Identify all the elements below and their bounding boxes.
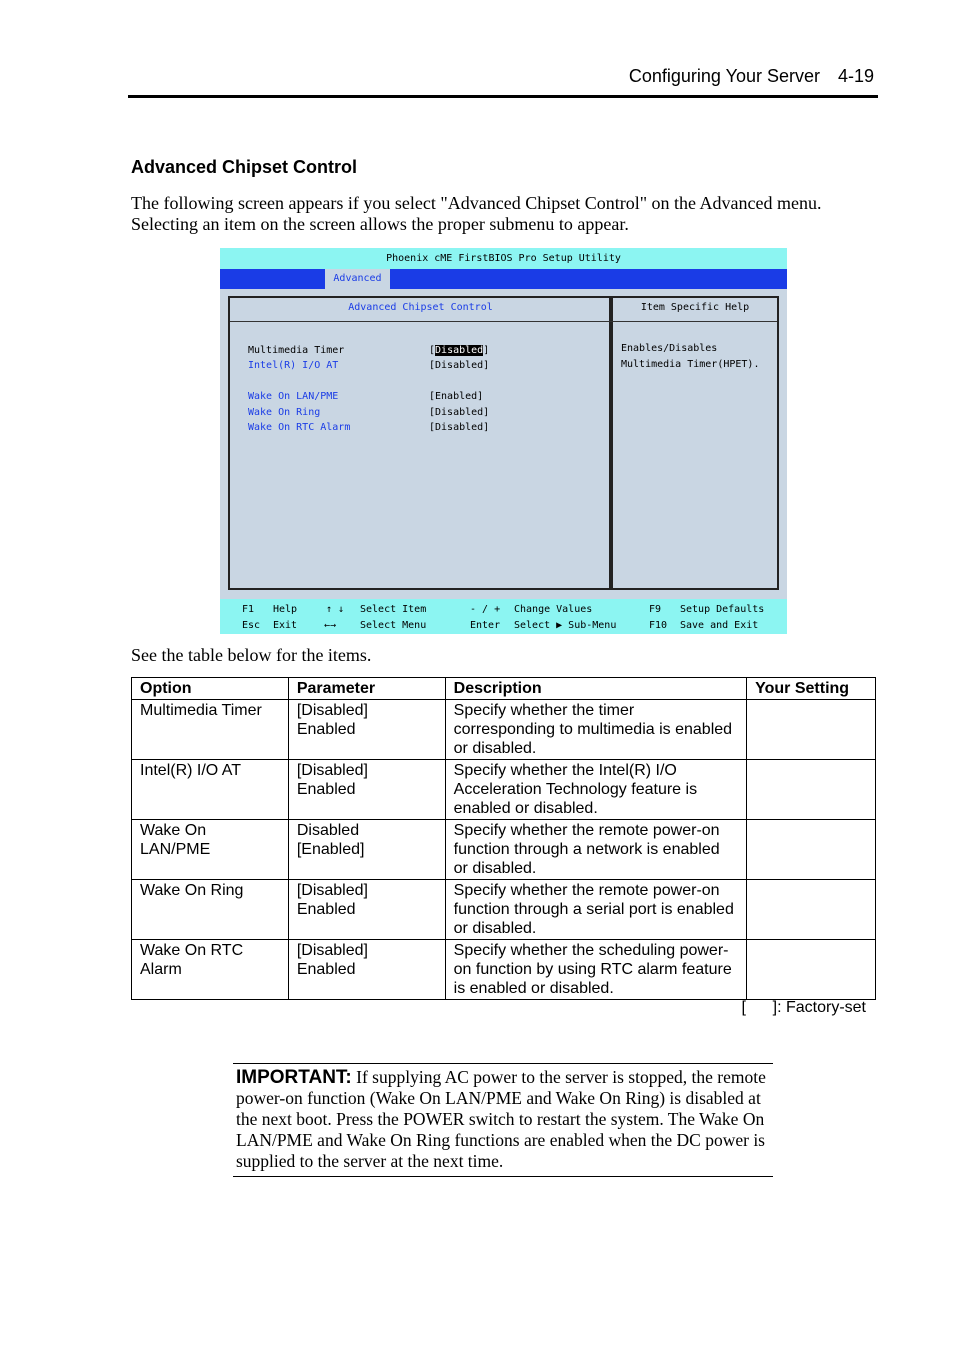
key-f9: F9 bbox=[649, 604, 662, 615]
intro-paragraph: The following screen appears if you select "Advanced Chipset Control" on the Advanced menu. Selecting an item on the screen allows the proper submenu to appear. bbox=[131, 193, 822, 234]
bios-menu-bar bbox=[220, 269, 787, 289]
key-esc: Esc bbox=[242, 620, 261, 631]
parameter-value: Enabled bbox=[296, 781, 356, 798]
your-setting-cell bbox=[747, 940, 876, 1000]
parameter-value: [Disabled] bbox=[296, 942, 368, 959]
running-header-title: Configuring Your Server bbox=[628, 66, 820, 86]
key-plusminus: - / + bbox=[470, 604, 501, 615]
option-cell: Intel(R) I/O AT bbox=[132, 760, 289, 820]
see-table-note: See the table below for the items. bbox=[131, 645, 372, 665]
description-cell: Specify whether the scheduling power-on function by using RTC alarm feature is enabled or disabled. bbox=[445, 940, 746, 1000]
bios-help-heading: Item Specific Help bbox=[640, 302, 750, 313]
column-header-option: Option bbox=[132, 678, 289, 700]
parameter-value: Enabled bbox=[296, 901, 356, 918]
bios-value-intel-io-at[interactable]: [Disabled] bbox=[429, 360, 490, 371]
key-f1: F1 bbox=[242, 604, 255, 615]
table-row bbox=[132, 880, 876, 940]
bios-help-text: Enables/Disables Multimedia Timer(HPET). bbox=[621, 343, 760, 370]
table-row bbox=[132, 820, 876, 880]
important-bottom-rule bbox=[233, 1176, 773, 1177]
parameter-cell bbox=[288, 760, 445, 820]
column-header-your-setting: Your Setting bbox=[747, 678, 876, 700]
parameter-cell bbox=[288, 700, 445, 760]
parameter-cell bbox=[288, 820, 445, 880]
key-updown-arrows-icon: ↑ ↓ bbox=[326, 604, 345, 615]
page-number: 4-19 bbox=[838, 66, 875, 86]
bios-main-heading: Advanced Chipset Control bbox=[348, 302, 493, 313]
bios-item-intel-io-at[interactable]: Intel(R) I/O AT bbox=[248, 360, 339, 371]
key-f9-label: Setup Defaults bbox=[680, 604, 765, 615]
factory-set-footnote: [ ]: Factory-set bbox=[741, 999, 866, 1016]
important-text: If supplying AC power to the server is stopped, the remote power-on function (Wake On LAN/PME and Wake On Ring) is disabled at the next boot. Press the POWER switch to restart the system. The Wake On LAN/PME and Wake On Ring functions are enabled when the DC power is supplied to the server at the next time. bbox=[236, 1067, 766, 1171]
description-cell: Specify whether the Intel(R) I/O Acceleration Technology feature is enabled or disabled. bbox=[445, 760, 746, 820]
table-row bbox=[132, 760, 876, 820]
parameter-value: [Disabled] bbox=[296, 762, 368, 779]
table-row bbox=[132, 940, 876, 1000]
option-cell: Wake On Ring bbox=[132, 880, 289, 940]
your-setting-cell bbox=[747, 820, 876, 880]
parameter-value: Enabled bbox=[296, 721, 356, 738]
option-cell: Wake On RTC Alarm bbox=[132, 940, 289, 1000]
bios-main-panel bbox=[228, 296, 611, 590]
key-leftright-arrows-icon: ←→ bbox=[324, 620, 337, 631]
option-cell: Multimedia Timer bbox=[132, 700, 289, 760]
bios-value-wake-on-rtc[interactable]: [Disabled] bbox=[429, 422, 490, 433]
parameter-cell bbox=[288, 880, 445, 940]
bios-tab-advanced[interactable]: Advanced bbox=[325, 269, 390, 289]
key-plusminus-label: Change Values bbox=[514, 604, 593, 615]
bios-screenshot bbox=[220, 248, 787, 634]
description-cell: Specify whether the remote power-on function through a network is enabled or disabled. bbox=[445, 820, 746, 880]
key-leftright-label: Select Menu bbox=[360, 620, 427, 631]
description-cell: Specify whether the timer corresponding to multimedia is enabled or disabled. bbox=[445, 700, 746, 760]
key-enter-label: Select ▶ Sub-Menu bbox=[514, 620, 617, 631]
parameter-cell bbox=[288, 940, 445, 1000]
bios-value-wake-on-ring[interactable]: [Disabled] bbox=[429, 407, 490, 418]
key-f10: F10 bbox=[649, 620, 668, 631]
table-header-row bbox=[132, 678, 876, 700]
bios-value-multimedia-timer[interactable]: [Disabled] bbox=[429, 345, 490, 356]
key-enter: Enter bbox=[470, 620, 501, 631]
key-f1-label: Help bbox=[273, 604, 298, 615]
parameter-value: Enabled bbox=[296, 961, 356, 978]
parameter-value: [Enabled] bbox=[296, 841, 365, 858]
table-row bbox=[132, 700, 876, 760]
bios-item-multimedia-timer[interactable]: Multimedia Timer bbox=[248, 345, 345, 356]
option-cell: Wake On LAN/PME bbox=[132, 820, 289, 880]
your-setting-cell bbox=[747, 700, 876, 760]
bios-title-bar: Phoenix cME FirstBIOS Pro Setup Utility bbox=[220, 248, 787, 269]
your-setting-cell bbox=[747, 880, 876, 940]
options-table bbox=[131, 677, 876, 1000]
important-top-rule bbox=[233, 1063, 773, 1064]
key-updown-label: Select Item bbox=[360, 604, 427, 615]
bios-value-highlight: Disabled bbox=[435, 345, 484, 356]
bios-item-wake-on-rtc[interactable]: Wake On RTC Alarm bbox=[248, 422, 351, 433]
parameter-value: [Disabled] bbox=[296, 882, 368, 899]
bios-item-wake-on-lan[interactable]: Wake On LAN/PME bbox=[248, 391, 339, 402]
bios-header-divider bbox=[230, 321, 777, 322]
description-cell: Specify whether the remote power-on function through a serial port is enabled or disabled. bbox=[445, 880, 746, 940]
bios-value-wake-on-lan[interactable]: [Enabled] bbox=[429, 391, 484, 402]
key-f10-label: Save and Exit bbox=[680, 620, 759, 631]
column-header-description: Description bbox=[445, 678, 746, 700]
parameter-value: Disabled bbox=[296, 822, 360, 839]
your-setting-cell bbox=[747, 760, 876, 820]
key-esc-label: Exit bbox=[273, 620, 298, 631]
section-title: Advanced Chipset Control bbox=[131, 157, 358, 177]
bios-item-wake-on-ring[interactable]: Wake On Ring bbox=[248, 407, 321, 418]
important-note bbox=[236, 1067, 776, 1172]
important-label: IMPORTANT: bbox=[236, 1067, 352, 1088]
column-header-parameter: Parameter bbox=[288, 678, 445, 700]
parameter-value: [Disabled] bbox=[296, 702, 368, 719]
header-rule bbox=[128, 95, 878, 98]
